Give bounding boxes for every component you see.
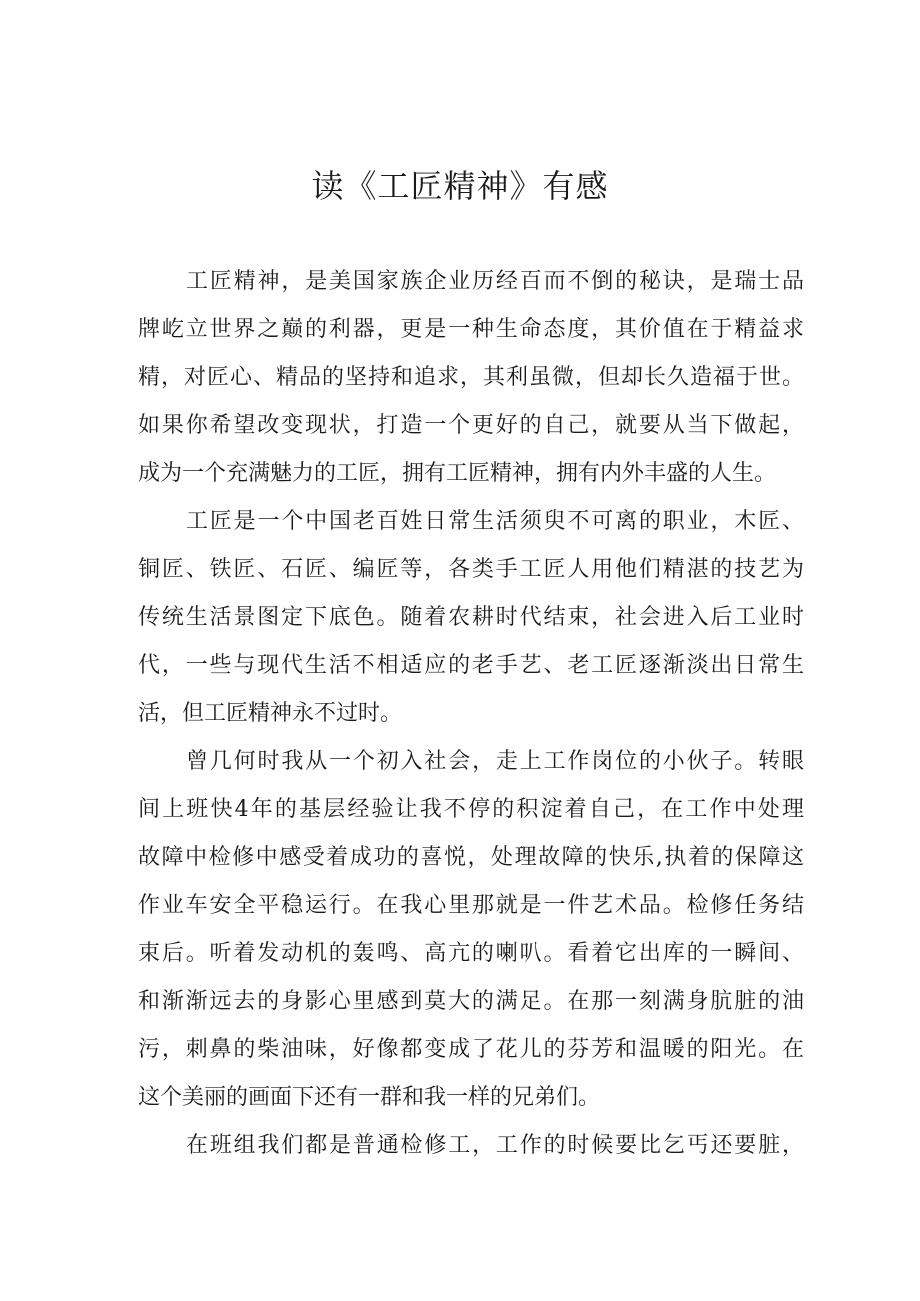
paragraph-line: 和渐渐远去的身影心里感到莫大的满足。在那一刻满身肮脏的油	[138, 989, 804, 1014]
paragraph-line: 污，刺鼻的柴油味，好像都变成了花儿的芬芳和温暖的阳光。在	[138, 1037, 804, 1062]
paragraph-4	[138, 1122, 804, 1170]
paragraph-3	[138, 738, 804, 1122]
paragraph-1	[138, 258, 804, 498]
paragraph-line: 如果你希望改变现状，打造一个更好的自己，就要从当下做起，	[138, 413, 804, 438]
paragraph-line: 束后。听着发动机的轰鸣、高亢的喇叭。看着它出库的一瞬间、	[138, 941, 804, 966]
paragraph-line: 成为一个充满魅力的工匠，拥有工匠精神，拥有内外丰盛的人生。	[138, 461, 777, 486]
paragraph-line: 活，但工匠精神永不过时。	[138, 701, 403, 726]
paragraph-line: 在班组我们都是普通检修工，工作的时候要比乞丐还要脏，	[186, 1133, 804, 1158]
paragraph-line: 代，一些与现代生活不相适应的老手艺、老工匠逐渐淡出日常生	[138, 653, 804, 678]
document-body	[138, 258, 804, 1170]
paragraph-line: 铜匠、铁匠、石匠、编匠等，各类手工匠人用他们精湛的技艺为	[138, 557, 804, 582]
page-title: 读《工匠精神》有感	[311, 167, 609, 205]
paragraph-line: 精，对匠心、精品的坚持和追求，其利虽微，但却长久造福于世。	[138, 365, 804, 390]
paragraph-line: 工匠精神，是美国家族企业历经百而不倒的秘诀，是瑞士品	[186, 269, 804, 294]
paragraph-line: 故障中检修中感受着成功的喜悦，处理故障的快乐,执着的保障这	[138, 845, 804, 870]
paragraph-line: 作业车安全平稳运行。在我心里那就是一件艺术品。检修任务结	[138, 893, 804, 918]
paragraph-line: 间上班快4年的基层经验让我不停的积淀着自己，在工作中处理	[138, 797, 804, 822]
paragraph-line: 这个美丽的画面下还有一群和我一样的兄弟们。	[138, 1085, 601, 1110]
paragraph-2	[138, 498, 804, 738]
paragraph-line: 牌屹立世界之巅的利器，更是一种生命态度，其价值在于精益求	[138, 317, 804, 342]
paragraph-line: 曾几何时我从一个初入社会，走上工作岗位的小伙子。转眼	[186, 749, 804, 774]
paragraph-line: 工匠是一个中国老百姓日常生活须臾不可离的职业，木匠、	[186, 509, 804, 534]
paragraph-line: 传统生活景图定下底色。随着农耕时代结束，社会进入后工业时	[138, 605, 804, 630]
